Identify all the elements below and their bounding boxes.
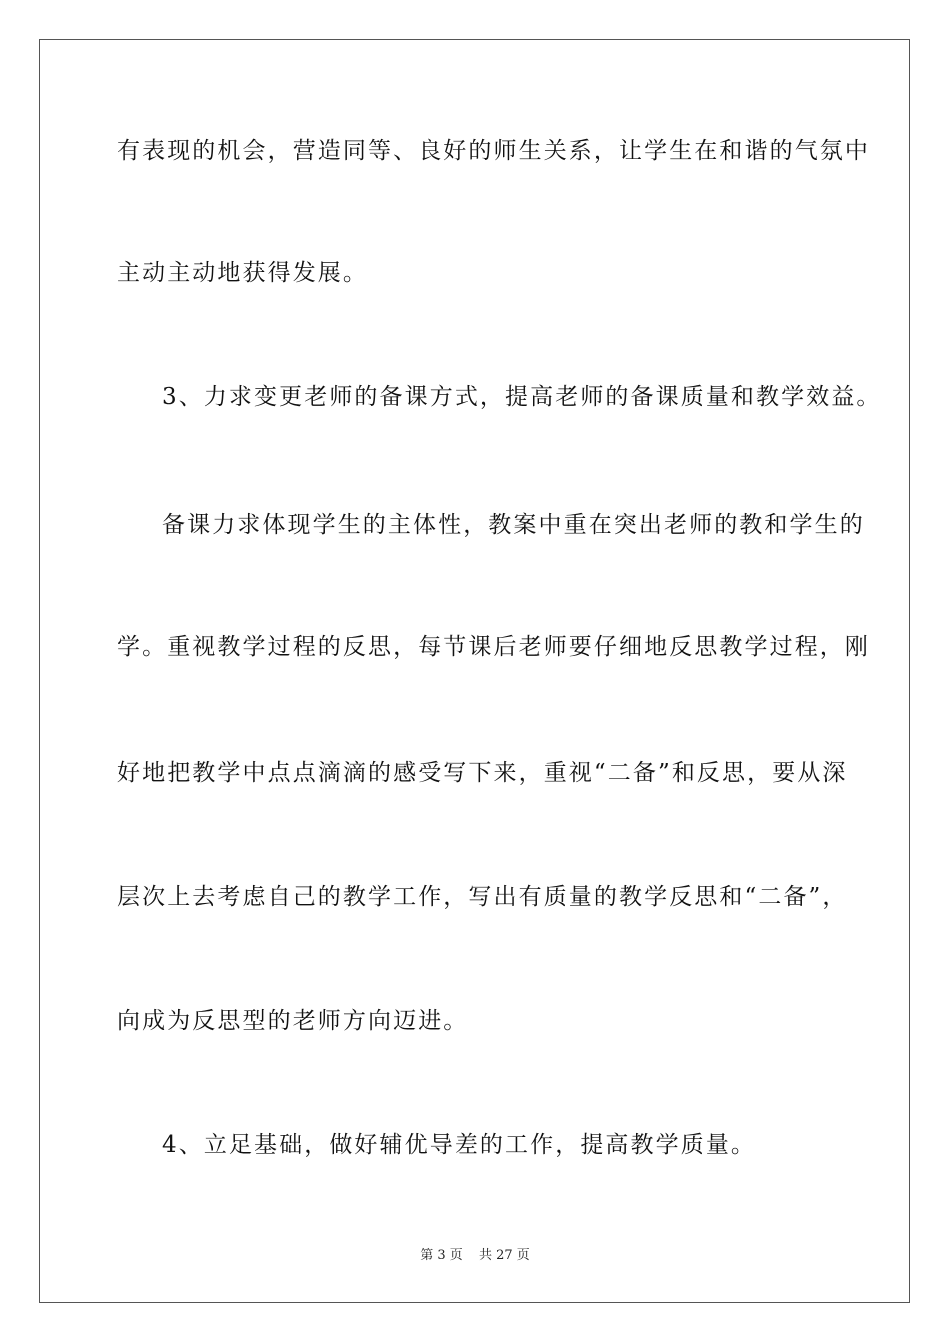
page-number: 第 3 页 xyxy=(420,1248,463,1263)
page-footer xyxy=(0,1247,950,1265)
body-text-line: 备课力求体现学生的主体性，教案中重在突出老师的教和学生的 xyxy=(162,512,865,538)
body-text-line: 好地把教学中点点滴滴的感受写下来，重视“二备”和反思，要从深 xyxy=(117,760,848,786)
body-text-line: 层次上去考虑自己的教学工作，写出有质量的教学反思和“二备”， xyxy=(117,884,848,910)
body-text-line: 学。重视教学过程的反思，每节课后老师要仔细地反思教学过程，刚 xyxy=(117,634,870,660)
page-frame xyxy=(39,39,910,1303)
numbered-paragraph-heading: 4、立足基础，做好辅优导差的工作，提高教学质量。 xyxy=(162,1132,757,1158)
numbered-paragraph-heading: 3、力求变更老师的备课方式，提高老师的备课质量和教学效益。 xyxy=(162,384,882,410)
body-text-line: 有表现的机会，营造同等、良好的师生关系，让学生在和谐的气氛中 xyxy=(117,138,870,164)
body-text-line: 向成为反思型的老师方向迈进。 xyxy=(117,1008,469,1034)
total-pages: 共 27 页 xyxy=(478,1248,530,1263)
body-text-line: 主动主动地获得发展。 xyxy=(117,260,368,286)
